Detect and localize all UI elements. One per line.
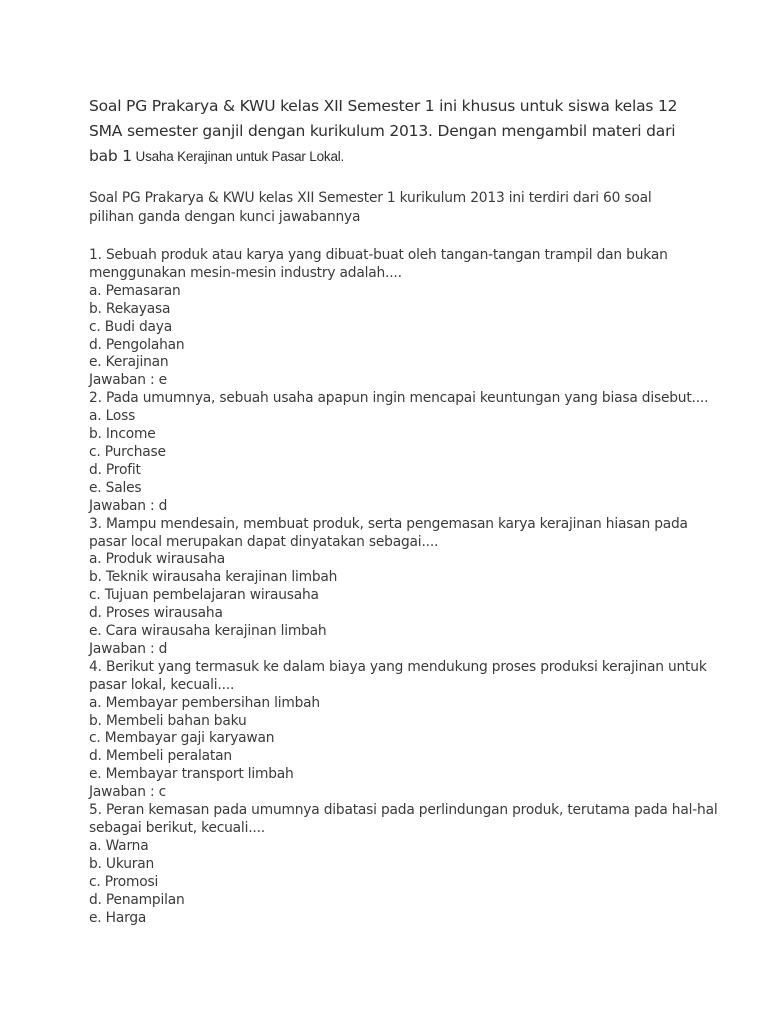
document-page — [89, 94, 718, 927]
summary-paragraph: Soal PG Prakarya & KWU kelas XII Semester 1 kurikulum 2013 ini terdiri dari 60 soal pilihan ganda dengan kunci jawabannya — [89, 190, 652, 225]
question-text: pasar lokal, kecuali.... — [89, 676, 235, 693]
answer-key: Jawaban : d — [89, 640, 168, 657]
intro-paragraph — [89, 94, 689, 169]
answer-option: c. Membayar gaji karyawan — [89, 730, 275, 747]
answer-option: b. Teknik wirausaha kerajinan limbah — [89, 569, 338, 586]
answer-option: d. Proses wirausaha — [89, 605, 223, 622]
answer-key: Jawaban : e — [89, 372, 167, 389]
question-text: 3. Mampu mendesain, membuat produk, serta pengemasan karya kerajinan hiasan pada — [89, 515, 688, 532]
answer-option: e. Membayar transport limbah — [89, 766, 294, 783]
answer-option: c. Purchase — [89, 443, 166, 460]
answer-option: b. Income — [89, 426, 156, 443]
answer-option: a. Loss — [89, 408, 136, 425]
answer-option: b. Membeli bahan baku — [89, 712, 247, 729]
question-text: menggunakan mesin-mesin industry adalah.... — [89, 264, 402, 281]
answer-option: e. Kerajinan — [89, 354, 169, 371]
intro-tail-text: Usaha Kerajinan untuk Pasar Lokal. — [131, 149, 345, 164]
question-item — [89, 658, 707, 802]
answer-key: Jawaban : d — [89, 497, 168, 514]
answer-option: e. Sales — [89, 479, 142, 496]
question-item — [89, 516, 689, 659]
answer-option: d. Pengolahan — [89, 336, 185, 353]
answer-option: a. Warna — [89, 837, 149, 854]
answer-option: c. Budi daya — [89, 318, 172, 335]
question-text: 1. Sebuah produk atau karya yang dibuat-buat oleh tangan-tangan trampil dan bukan — [89, 247, 668, 263]
answer-option: a. Pemasaran — [89, 282, 181, 299]
question-text: 4. Berikut yang termasuk ke dalam biaya yang mendukung proses produksi kerajinan untuk — [89, 658, 707, 675]
answer-option: b. Rekayasa — [89, 300, 171, 317]
answer-option: b. Ukuran — [89, 855, 155, 872]
question-item — [89, 390, 709, 515]
question-text: 2. Pada umumnya, sebuah usaha apapun ingin mencapai keuntungan yang biasa disebut.... — [89, 390, 709, 407]
question-text: sebagai berikut, kecuali.... — [89, 820, 265, 836]
answer-option: c. Promosi — [89, 873, 159, 890]
question-item — [89, 802, 718, 927]
question-item — [89, 247, 689, 390]
question-list — [89, 247, 718, 927]
answer-key: Jawaban : c — [89, 784, 167, 801]
answer-option: e. Harga — [89, 909, 147, 926]
answer-option: e. Cara wirausaha kerajinan limbah — [89, 623, 327, 640]
question-text: pasar local merupakan dapat dinyatakan sebagai.... — [89, 533, 439, 550]
answer-option: d. Membeli peralatan — [89, 748, 232, 765]
intro-lead-text: Soal PG Prakarya & KWU kelas XII Semester 1 ini khusus untuk siswa kelas 12 SMA semester ganjil dengan kurikulum 2013. Dengan mengambil materi dari bab 1 — [89, 97, 678, 165]
question-text: 5. Peran kemasan pada umumnya dibatasi pada perlindungan produk, terutama pada hal-hal — [89, 802, 718, 819]
answer-option: d. Penampilan — [89, 891, 185, 908]
answer-option: d. Profit — [89, 461, 141, 478]
answer-option: c. Tujuan pembelajaran wirausaha — [89, 587, 319, 604]
answer-option: a. Membayar pembersihan limbah — [89, 694, 320, 711]
answer-option: a. Produk wirausaha — [89, 551, 226, 568]
